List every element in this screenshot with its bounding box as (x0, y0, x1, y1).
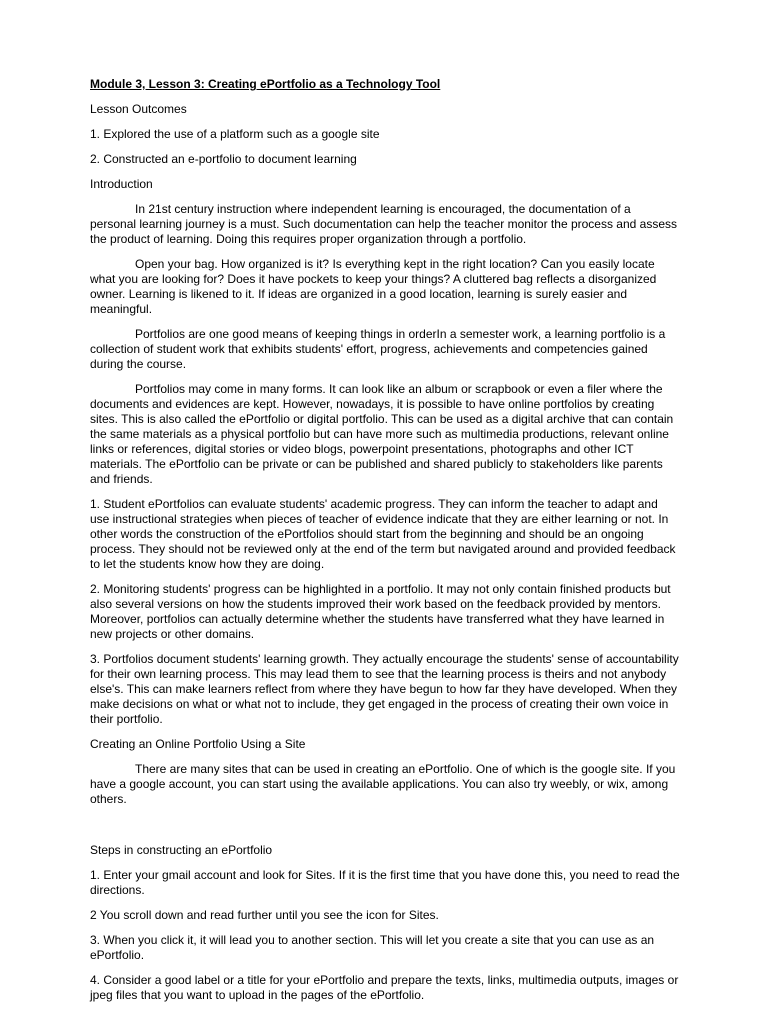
document-title: Module 3, Lesson 3: Creating ePortfolio as a Technology Tool (90, 77, 441, 91)
online-portfolio-paragraph: There are many sites that can be used in creating an ePortfolio. One of which is the google site. If you have a google account, you can start using the available applications. You can also try weebly, or wix, among others. (90, 762, 676, 806)
intro-paragraph: In 21st century instruction where independent learning is encouraged, the documentation of a personal learning journey is a must. Such documentation can help the teacher monitor the process and assess the product of learning. Doing this requires proper organization through a portfolio. (90, 202, 678, 246)
intro-paragraph: Open your bag. How organized is it? Is everything kept in the right location? Can you easily locate what you are looking for? Does it have pockets to keep your things? A cluttered bag reflects a disorganized owner. Learning is likened to it. If ideas are organized in a good location, learning is surely easier and meaningful. (90, 257, 657, 316)
numbered-point: 2. Monitoring students' progress can be highlighted in a portfolio. It may not only contain finished products but also several versions on how the students improved their work based on the feedback provided by mentors. Moreover, portfolios can actually determine whether the students have transferred what they have learned in new projects or other domains. (90, 582, 671, 641)
online-portfolio-heading: Creating an Online Portfolio Using a Site (90, 737, 306, 751)
introduction-heading: Introduction (90, 177, 153, 191)
document-page (90, 77, 680, 1013)
steps-heading: Steps in constructing an ePortfolio (90, 843, 273, 857)
step-item: 4. Consider a good label or a title for your ePortfolio and prepare the texts, links, multimedia outputs, images or jpeg files that you want to upload in the pages of the ePortfolio. (90, 973, 679, 1002)
step-item: 1. Enter your gmail account and look for Sites. If it is the first time that you have done this, you need to read the directions. (90, 868, 680, 897)
outcome-item: 2. Constructed an e-portfolio to document learning (90, 152, 357, 166)
blank-line (90, 817, 680, 843)
step-item: 2 You scroll down and read further until you see the icon for Sites. (90, 908, 439, 922)
intro-paragraph: Portfolios may come in many forms. It can look like an album or scrapbook or even a filer where the documents and evidences are kept. However, nowadays, it is possible to have online portfolios by creating sites. This is also called the ePortfolio or digital portfolio. This can be used as a digital archive that can contain the same materials as a physical portfolio but can have more such as multimedia productions, relevant online links or references, digital stories or video blogs, powerpoint presentations, photographs and other ICT materials. The ePortfolio can be private or can be published and shared publicly to stakeholders like parents and friends. (90, 382, 674, 486)
outcomes-heading: Lesson Outcomes (90, 102, 187, 116)
outcome-item: 1. Explored the use of a platform such as a google site (90, 127, 380, 141)
step-item: 3. When you click it, it will lead you to another section. This will let you create a site that you can use as an ePortfolio. (90, 933, 655, 962)
numbered-point: 1. Student ePortfolios can evaluate students' academic progress. They can inform the teacher to adapt and use instructional strategies when pieces of teacher of evidence indicate that they are either learning or not. In other words the construction of the ePortfolios should start from the beginning and should be an ongoing process. They should not be reviewed only at the end of the term but navigated around and provided feedback to let the students know how they are doing. (90, 497, 676, 571)
numbered-point: 3. Portfolios document students' learning growth. They actually encourage the students' sense of accountability for their own learning process. This may lead them to see that the learning process is theirs and not anybody else's. This can make learners reflect from where they have begun to how far they have developed. When they make decisions on what or what not to include, they get engaged in the process of creating their own voice in their portfolio. (90, 652, 679, 726)
intro-paragraph: Portfolios are one good means of keeping things in orderIn a semester work, a learning portfolio is a collection of student work that exhibits students' effort, progress, achievements and competencies gained during the course. (90, 327, 666, 371)
